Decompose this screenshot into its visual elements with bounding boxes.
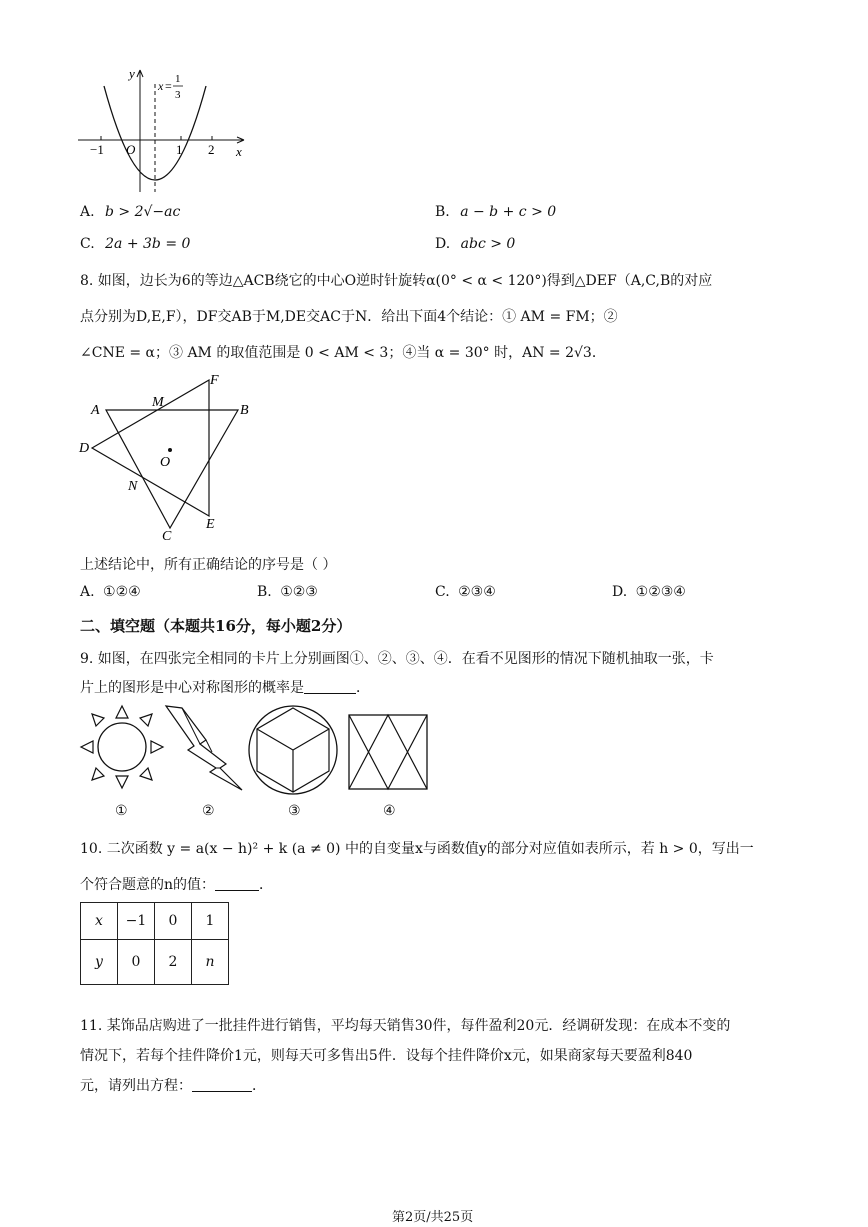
tick-label-minus1: −1 [90,142,104,157]
origin-label: O [126,142,136,157]
q8-line-2: 点分别为D,E,F），DF交AB于M,DE交AC于N．给出下面4个结论：① AM = FM；② [80,309,618,325]
table-row [81,940,229,985]
q7-option-d [435,236,515,252]
table-cell: n [192,940,229,985]
label-a: A [91,403,100,418]
label-c: C [162,529,172,544]
option-text: b > 2√−ac [105,204,181,220]
q9-line-2-text: 片上的图形是中心对称图形的概率是 [80,680,304,696]
tick-label-2: 2 [208,142,215,157]
caption-4: ④ [383,803,396,819]
q9-line-2 [80,677,370,697]
q11-line-3-text: 元，请列出方程： [80,1078,192,1094]
label-b: B [240,403,249,418]
y-axis-label: y [129,66,135,81]
answer-blank[interactable] [304,679,356,694]
answer-blank[interactable] [215,876,259,891]
option-text: a − b + c > 0 [460,204,557,220]
option-letter: D. [612,584,628,600]
tick-label-1: 1 [176,142,183,157]
table-cell: −1 [118,903,155,940]
line-label-den: 3 [175,89,181,101]
q8-option-c [435,584,496,600]
option-letter: D. [435,236,451,252]
option-text: abc > 0 [460,236,516,252]
q11-line-3-end: ． [252,1078,266,1094]
line-label-eq: = [165,79,172,93]
q9-line-1: 9. 如图，在四张完全相同的卡片上分别画图①、②、③、④．在看不见图形的情况下随机抽取一张，卡 [80,651,714,667]
option-letter: B. [257,584,272,600]
option-letter: B. [435,204,450,220]
q8-question: 上述结论中，所有正确结论的序号是（ ） [80,557,337,573]
x-axis-label: x [236,144,242,159]
q7-option-a [80,204,180,220]
option-text: ①②③④ [635,584,686,600]
q10-line-2-text: 个符合题意的n的值： [80,877,216,893]
table-row [81,903,229,940]
q8-line-3: ∠CNE = α；③ AM 的取值范围是 0 < AM < 3；④当 α = 30° 时，AN = 2√3． [80,345,606,361]
label-o: O [160,455,171,470]
q7-option-b [435,204,556,220]
card-figure-hexagon-cube [246,702,342,798]
option-letter: A. [80,204,95,220]
card-figure-lightning [160,702,246,794]
rotated-triangles-figure [76,368,266,546]
table-cell: y [81,940,118,985]
option-letter: C. [80,236,95,252]
value-table [80,902,229,985]
table-cell: 0 [155,903,192,940]
q9-line-2-end: ． [356,680,370,696]
label-n: N [128,479,138,494]
option-letter: C. [435,584,450,600]
option-text: ①②④ [103,584,141,600]
card-figure-sun [78,702,168,792]
caption-1: ① [115,803,128,819]
option-text: ①②③ [280,584,318,600]
option-letter: A. [80,584,95,600]
label-e: E [206,517,215,532]
caption-3: ③ [288,803,301,819]
option-text: ②③④ [458,584,496,600]
section-heading: 二、填空题（本题共16分，每小题2分） [80,617,352,635]
table-cell: 2 [155,940,192,985]
q8-option-b [257,584,318,600]
line-label-x: x [158,79,164,93]
option-text: 2a + 3b = 0 [105,236,191,252]
label-d: D [79,441,90,456]
triangle-def [92,380,209,516]
q11-line-3 [80,1075,266,1095]
table-cell: 0 [118,940,155,985]
q7-option-c [80,236,190,252]
parabola-graph [76,64,256,194]
page-footer: 第2页/共25页 [392,1210,474,1225]
table-cell: 1 [192,903,229,940]
line-label-num: 1 [175,73,181,85]
card-figure-square-pattern [346,712,432,794]
q8-option-a [80,584,141,600]
q11-line-2: 情况下，若每个挂件降价1元，则每天可多售出5件．设每个挂件降价x元，如果商家每天要盈利840 [80,1048,693,1064]
q10-line-2-end: ． [259,877,274,893]
table-cell: x [81,903,118,940]
q8-line-1: 8. 如图，边长为6的等边△ACB绕它的中心O逆时针旋转α(0° < α < 120°)得到△DEF（A,C,B的对应 [80,273,713,289]
q8-option-d [612,584,686,600]
caption-2: ② [202,803,215,819]
q10-line-1: 10. 二次函数 y = a(x − h)² + k (a ≠ 0) 中的自变量x与函数值y的部分对应值如表所示，若 h > 0，写出一 [80,841,754,857]
center-point [168,448,172,452]
answer-blank[interactable] [192,1077,252,1092]
q10-line-2 [80,874,273,894]
label-f: F [210,373,219,388]
q11-line-1: 11. 某饰品店购进了一批挂件进行销售，平均每天销售30件，每件盈利20元．经调研发现：在成本不变的 [80,1018,731,1034]
label-m: M [152,395,164,410]
